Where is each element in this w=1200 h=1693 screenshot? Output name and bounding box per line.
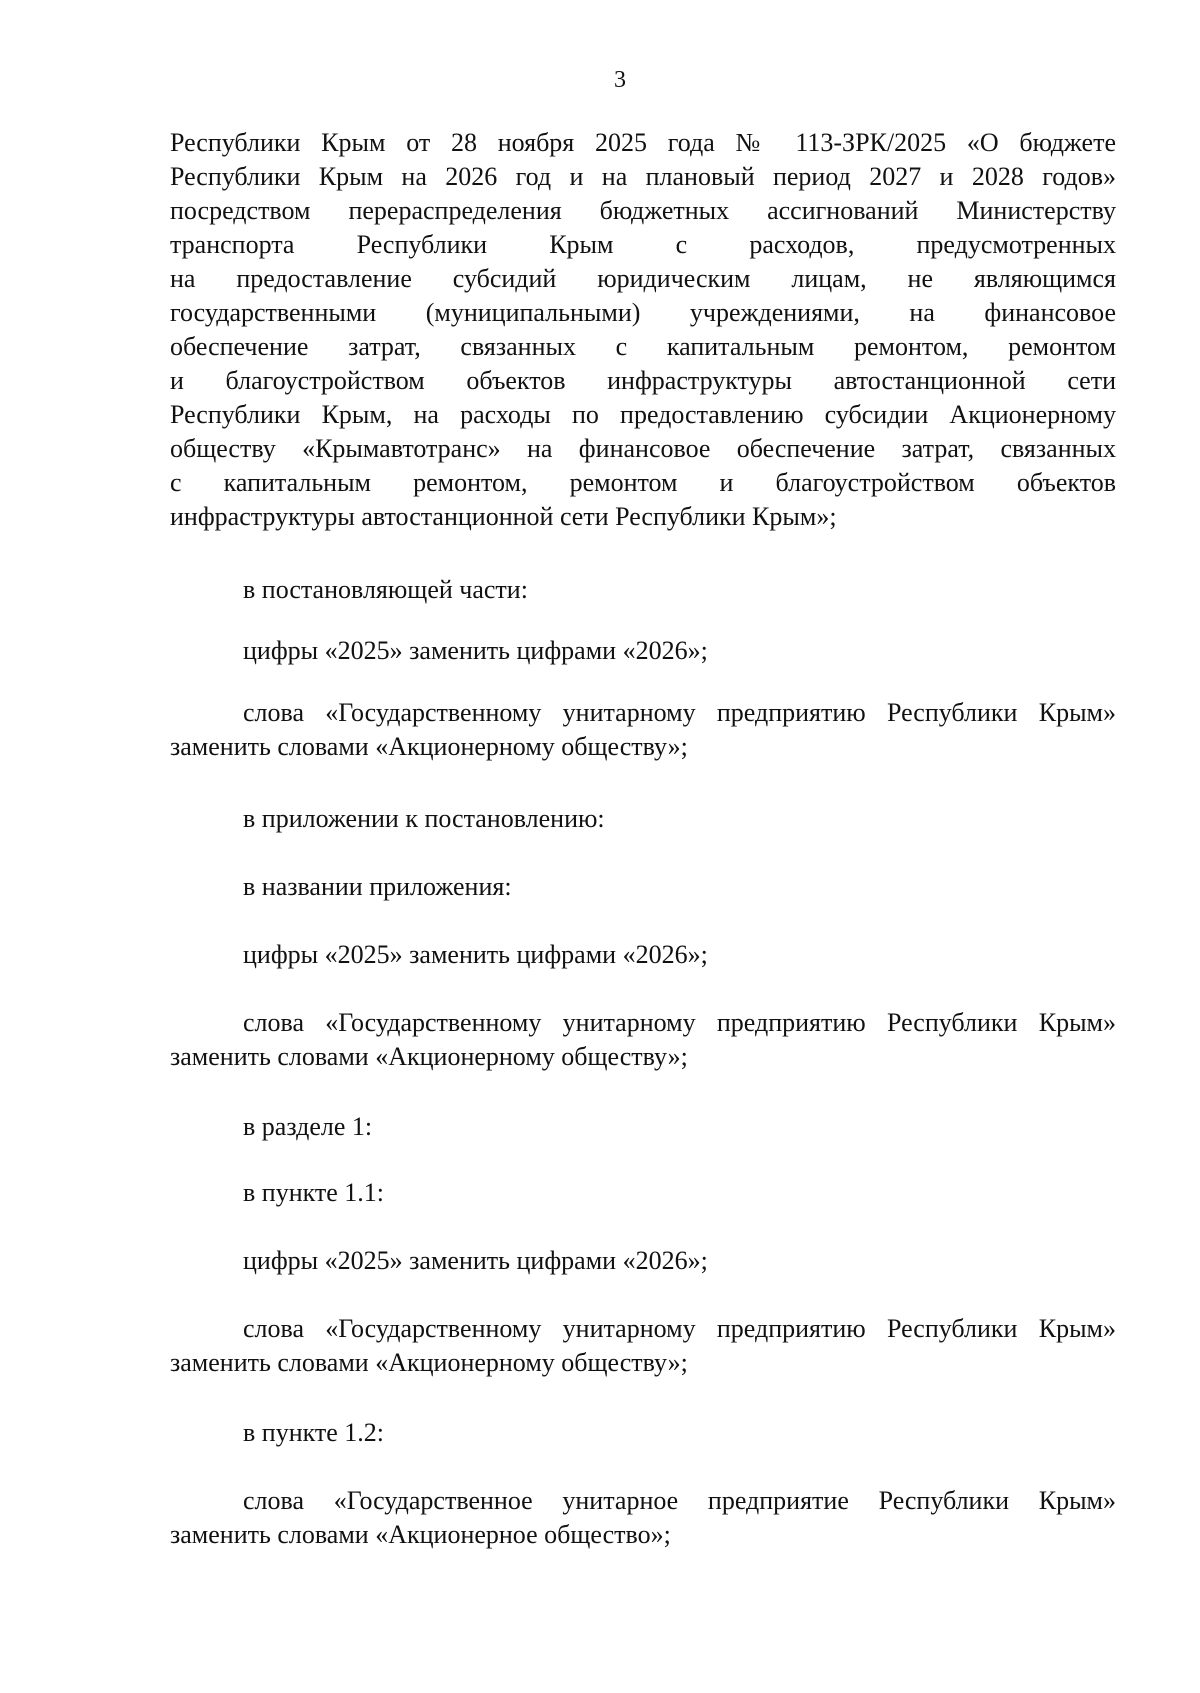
intro-line: на предоставление субсидий юридическим лицам, не являющимся <box>170 264 1116 293</box>
intro-line: обеспечение затрат, связанных с капитальным ремонтом, ремонтом <box>170 332 1116 361</box>
item-line: в названии приложения: <box>243 872 512 901</box>
intro-paragraph <box>170 126 1116 534</box>
item-line: цифры «2025» заменить цифрами «2026»; <box>243 636 708 665</box>
item-line: в пункте 1.1: <box>243 1178 385 1207</box>
item-line: в приложении к постановлению: <box>243 804 605 833</box>
amendment-item <box>170 634 1116 668</box>
amendment-item <box>170 1176 1116 1210</box>
item-line: слова «Государственному унитарному предприятию Республики Крым» <box>243 698 1116 727</box>
item-line: заменить словами «Акционерному обществу»; <box>170 1042 688 1071</box>
item-line: заменить словами «Акционерному обществу»; <box>170 1348 688 1377</box>
intro-line: Республики Крым, на расходы по предоставлению субсидии Акционерному <box>170 400 1116 429</box>
page-number: 3 <box>614 67 626 93</box>
item-line: в разделе 1: <box>243 1112 373 1141</box>
intro-line: инфраструктуры автостанционной сети Республики Крым»; <box>170 502 837 531</box>
amendment-item <box>170 1484 1116 1552</box>
intro-line: обществу «Крымавтотранс» на финансовое обеспечение затрат, связанных <box>170 434 1116 463</box>
amendment-item <box>170 802 1116 836</box>
intro-line: Республики Крым от 28 ноября 2025 года № 113-ЗРК/2025 «О бюджете <box>170 128 1116 157</box>
item-line: слова «Государственное унитарное предприятие Республики Крым» <box>243 1486 1116 1515</box>
amendment-item <box>170 1110 1116 1144</box>
amendment-item <box>170 1312 1116 1380</box>
intro-line: транспорта Республики Крым с расходов, предусмотренных <box>170 230 1116 259</box>
item-line: в постановляющей части: <box>243 575 528 604</box>
amendment-item <box>170 938 1116 972</box>
intro-line: Республики Крым на 2026 год и на плановый период 2027 и 2028 годов» <box>170 162 1116 191</box>
intro-line: и благоустройством объектов инфраструктуры автостанционной сети <box>170 366 1116 395</box>
amendment-item <box>170 573 1116 607</box>
intro-line: государственными (муниципальными) учреждениями, на финансовое <box>170 298 1116 327</box>
amendment-item <box>170 696 1116 764</box>
item-line: заменить словами «Акционерному обществу»; <box>170 732 688 761</box>
item-line: цифры «2025» заменить цифрами «2026»; <box>243 940 708 969</box>
item-line: заменить словами «Акционерное общество»; <box>170 1520 671 1549</box>
amendment-item <box>170 1244 1116 1278</box>
item-line: слова «Государственному унитарному предприятию Республики Крым» <box>243 1314 1116 1343</box>
intro-line: с капитальным ремонтом, ремонтом и благоустройством объектов <box>170 468 1116 497</box>
item-line: в пункте 1.2: <box>243 1418 385 1447</box>
item-line: слова «Государственному унитарному предприятию Республики Крым» <box>243 1008 1116 1037</box>
amendment-item <box>170 1416 1116 1450</box>
amendment-item <box>170 870 1116 904</box>
amendment-item <box>170 1006 1116 1074</box>
item-line: цифры «2025» заменить цифрами «2026»; <box>243 1246 708 1275</box>
intro-line: посредством перераспределения бюджетных ассигнований Министерству <box>170 196 1116 225</box>
